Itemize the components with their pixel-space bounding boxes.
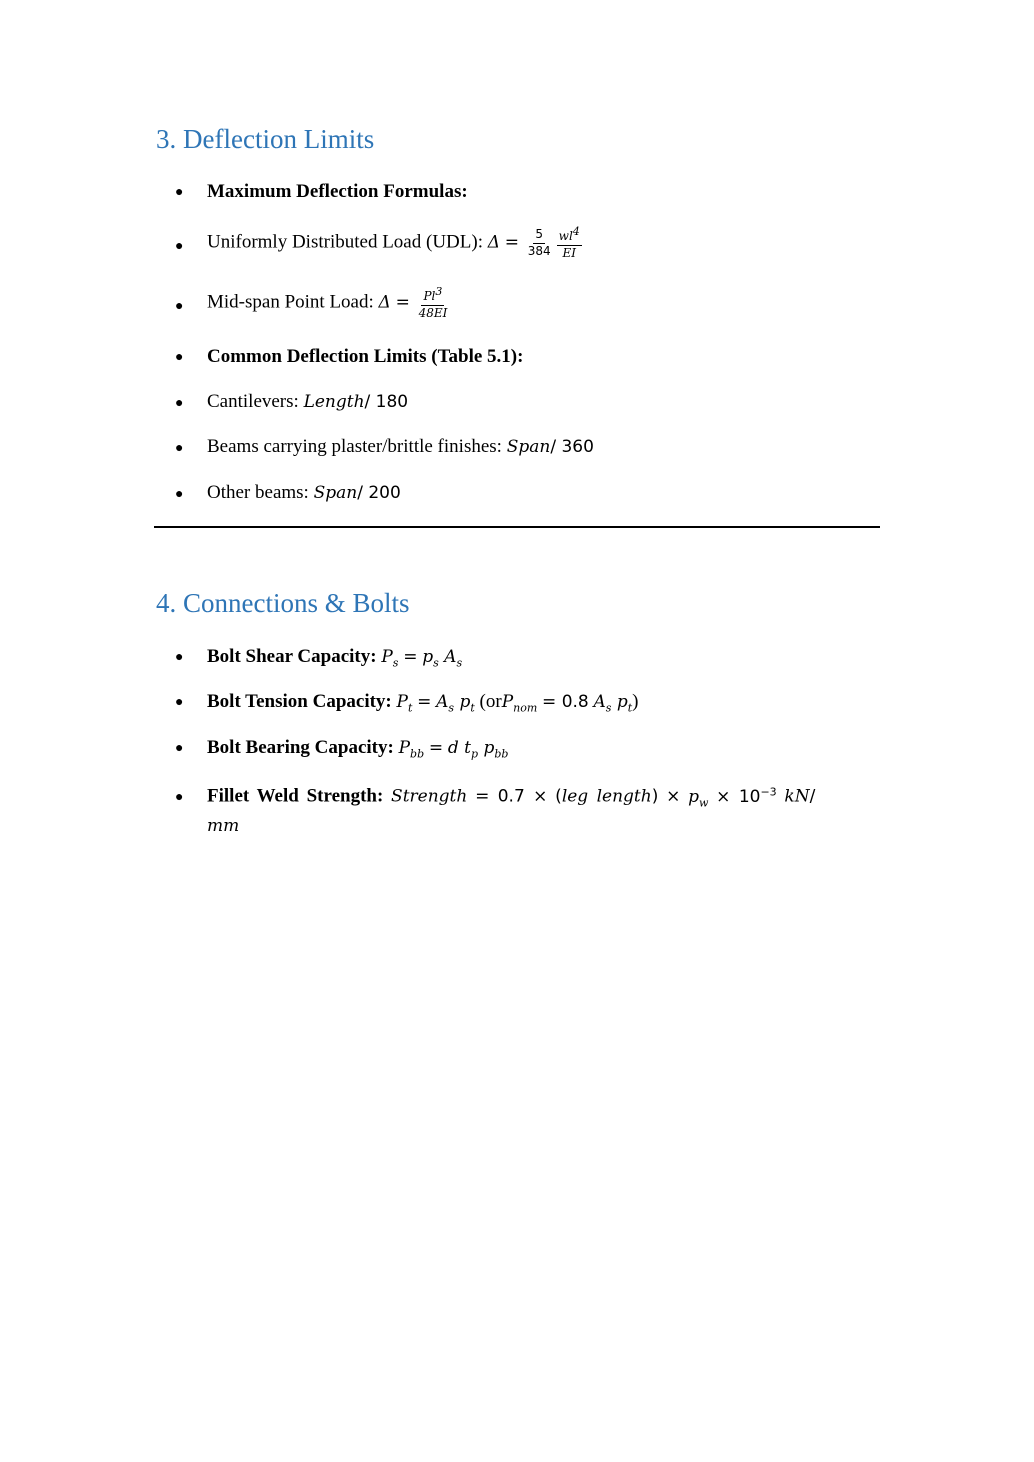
list-item-bolt-bearing: Bolt Bearing Capacity: $P_{bb} = d$ $t_p$ $p_{bb}$ [207,737,509,761]
bullet-icon: ● [175,396,184,411]
udl-fraction-terms: $\frac{wl^4}{EI}$ [558,225,580,260]
point-lhs: Δ [378,292,391,313]
fillet-weld-unit-wrap: mm [207,816,240,836]
list-item-common-limits: Common Deflection Limits (Table 5.1): [207,346,524,367]
list-item-fillet-weld: Fillet Weld Strength: Strength = 0.7 × (leg length) × $p_w \times 10^{-3}$ kN/ [207,785,816,810]
point-fraction: $\frac{Pl^3}{48EI}$ [418,285,448,320]
bullet-icon: ● [175,299,184,314]
list-item-max-deflection: Maximum Deflection Formulas: [207,181,468,202]
bullet-icon: ● [175,695,184,710]
point-eq: = [395,292,410,313]
horizontal-rule [154,526,880,528]
point-load-label: Mid-span Point Load: [207,291,374,313]
bullet-icon: ● [175,650,184,665]
section-heading-connections-bolts: 4. Connections & Bolts [156,588,410,618]
udl-label: Uniformly Distributed Load (UDL): [207,231,483,253]
bullet-icon: ● [175,487,184,502]
list-item-bolt-tension: Bolt Tension Capacity: $P_t = A_s$ $p_t$ (orP$_{nom}$ = 0.8 $A_s$ $p_t$) [207,691,639,715]
list-item-point-load [207,286,451,321]
list-item-cantilevers: Cantilevers: Length/ 180 [207,391,409,412]
list-item-bolt-shear: Bolt Shear Capacity: $P_s = p_s$ $A_s$ [207,646,463,670]
bullet-icon: ● [175,441,184,456]
list-item-udl [207,226,584,261]
bullet-icon: ● [175,350,184,365]
udl-lhs: Δ [487,232,501,253]
udl-eq: = [504,232,520,253]
bullet-icon: ● [175,239,184,254]
list-item-other-beams: Other beams: Span/ 200 [207,482,401,503]
bullet-icon: ● [175,790,184,805]
bullet-icon: ● [175,185,184,200]
list-item-brittle-beams: Beams carrying plaster/brittle finishes: Span/ 360 [207,436,594,457]
bullet-icon: ● [175,741,184,756]
udl-fraction-coefficient: $\frac{5}{384}$ [527,227,551,258]
section-heading-deflection-limits: 3. Deflection Limits [156,124,375,154]
